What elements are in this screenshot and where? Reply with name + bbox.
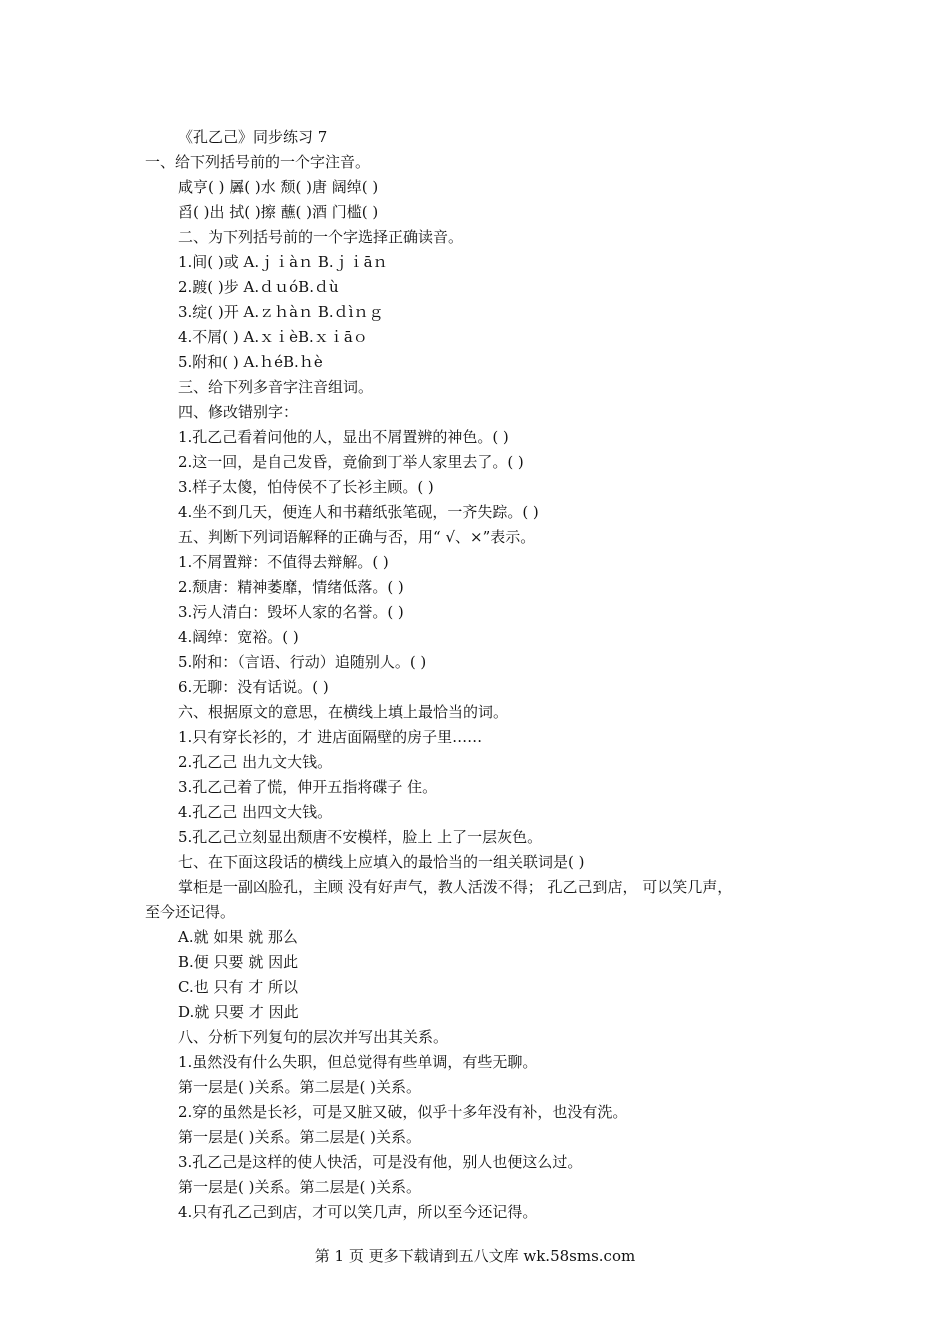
option-line: A.就 如果 就 那么 [178, 928, 298, 946]
question-line: 1.不屑置辩：不值得去辩解。( ) [178, 553, 389, 571]
option-line: B.便 只要 就 因此 [178, 953, 299, 971]
question-line: 4.坐不到几天，便连人和书藉纸张笔砚，一齐失踪。( ) [178, 503, 539, 521]
question-line: 2.颓唐：精神萎靡，情绪低落。( ) [178, 578, 404, 596]
question-line: 2.孔乙己 出九文大钱。 [178, 753, 333, 771]
question-line: 2.穿的虽然是长衫，可是又脏又破，似乎十多年没有补，也没有洗。 [178, 1103, 628, 1121]
question-line: 1.只有穿长衫的，才 进店面隔壁的房子里…… [178, 728, 483, 746]
section-heading-1: 一、给下列括号前的一个字注音。 [145, 153, 371, 171]
section-heading-3: 三、给下列多音字注音组词。 [178, 378, 374, 396]
question-line: 5.孔乙己立刻显出颓唐不安模样，脸上 上了一层灰色。 [178, 828, 543, 846]
document-title: 《孔乙己》同步练习 7 [178, 128, 328, 146]
option-line: C.也 只有 才 所以 [178, 978, 299, 996]
question-line: 3.孔乙己着了慌，伸开五指将碟子 住。 [178, 778, 438, 796]
section-heading-2: 二、为下列括号前的一个字选择正确读音。 [178, 228, 464, 246]
passage-line: 掌柜是一副凶脸孔，主顾 没有好声气，教人活泼不得； 孔乙己到店， 可以笑几声， [178, 878, 733, 896]
question-line: 4.阔绰：宽裕。( ) [178, 628, 299, 646]
answer-line: 第一层是( )关系。第二层是( )关系。 [178, 1128, 421, 1146]
question-line: 3.孔乙己是这样的使人快活，可是没有他，别人也便这么过。 [178, 1153, 583, 1171]
passage-line: 至今还记得。 [145, 903, 236, 921]
question-line: 5.附和( ) A.ｈéB.ｈè [178, 353, 323, 371]
question-line: 3.绽( )开 A.ｚｈàｎ B.ｄìｎｇ [178, 303, 384, 321]
question-line: 2.踱( )步 A.ｄｕóB.ｄù [178, 278, 339, 296]
page-footer: 第 1 页 更多下载请到五八文库 wk.58sms.com [314, 1247, 636, 1265]
question-line: 1.间( )或 A.ｊｉàｎ B.ｊｉāｎ [178, 253, 388, 271]
section-heading-5: 五、判断下列词语解释的正确与否，用“ √、×”表示。 [178, 528, 536, 546]
section-heading-4: 四、修改错别字： [178, 403, 299, 421]
question-line: 1.孔乙己看着问他的人，显出不屑置辨的神色。( ) [178, 428, 509, 446]
question-line: 4.孔乙己 出四文大钱。 [178, 803, 333, 821]
question-line: 2.这一回，是自己发昏，竟偷到丁举人家里去了。( ) [178, 453, 524, 471]
answer-line: 第一层是( )关系。第二层是( )关系。 [178, 1078, 421, 1096]
section-heading-8: 八、分析下列复句的层次并写出其关系。 [178, 1028, 449, 1046]
section-heading-7: 七、在下面这段话的横线上应填入的最恰当的一组关联词是( ) [178, 853, 585, 871]
question-line: 6.无聊：没有话说。( ) [178, 678, 329, 696]
section-heading-6: 六、根据原文的意思，在横线上填上最恰当的词。 [178, 703, 509, 721]
question-line: 4.只有孔乙己到店，才可以笑几声，所以至今还记得。 [178, 1203, 538, 1221]
question-line: 咸亨( ) 羼( )水 颓( )唐 阔绰( ) [178, 178, 379, 196]
question-line: 3.样子太傻，怕侍侯不了长衫主顾。( ) [178, 478, 434, 496]
question-line: 4.不屑( ) A.ｘｉèB.ｘｉāｏ [178, 328, 368, 346]
question-line: 3.污人清白：毁坏人家的名誉。( ) [178, 603, 404, 621]
question-line: 1.虽然没有什么失职，但总觉得有些单调，有些无聊。 [178, 1053, 538, 1071]
question-line: 舀( )出 拭( )擦 蘸( )酒 门槛( ) [178, 203, 379, 221]
question-line: 5.附和：（言语、行动）追随别人。( ) [178, 653, 427, 671]
option-line: D.就 只要 才 因此 [178, 1003, 299, 1021]
answer-line: 第一层是( )关系。第二层是( )关系。 [178, 1178, 421, 1196]
